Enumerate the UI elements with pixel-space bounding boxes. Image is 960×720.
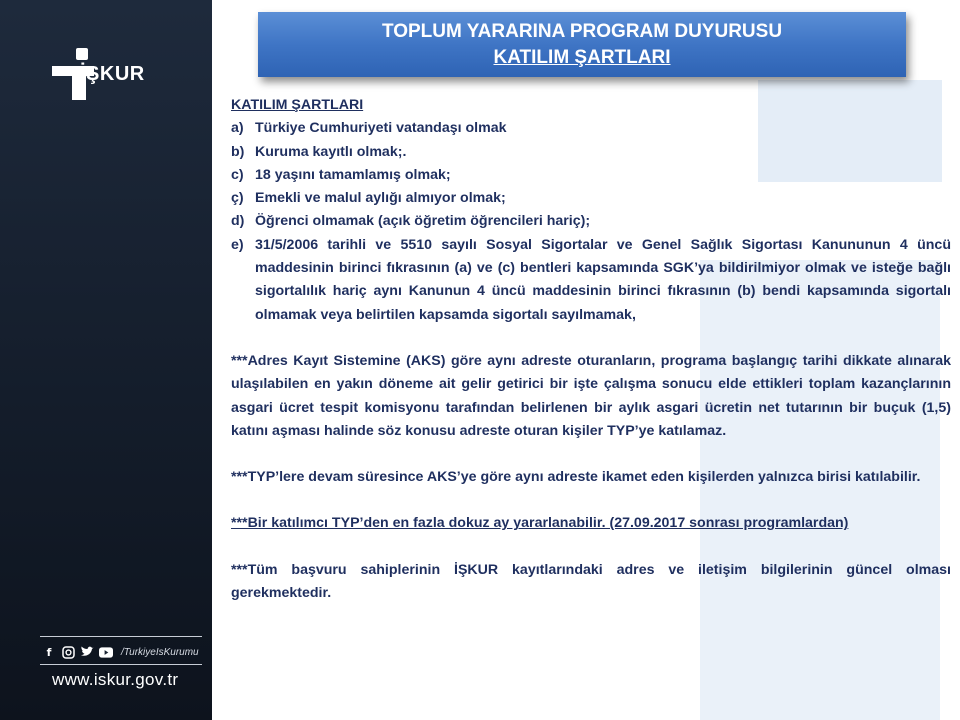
logo-text: İŞKUR [80, 63, 145, 85]
list-item [231, 164, 951, 187]
list-marker: d) [231, 213, 245, 230]
list-item-text: 31/5/2006 tarihli ve 5510 sayılı Sosyal Sigortalar ve Genel Sağlık Sigortası Kanununun 4 üncü maddesinin birinci fıkrasının (a) ve (c) bentleri kapsamında SGK’ya bildirilmiyor olmak ve isteğe bağlı sigortalılık hariç aynı Kanunun 4 üncü maddesinin birinci fıkrasının (b) bendi kapsamında sigortalı olmamak veya belirtilen kapsamda sigortalı sayılmamak, [255, 236, 951, 323]
list-item [231, 117, 951, 140]
social-handle[interactable]: /TurkiyeIsKurumu [121, 646, 199, 658]
single-participant-note: ***TYP’lere devam süresince AKS’ye göre aynı adreste ikamet eden kişilerden yalnızca birisi katılabilir. [231, 469, 921, 486]
list-marker: e) [231, 236, 244, 253]
contact-info-note: ***Tüm başvuru sahiplerinin İŞKUR kayıtlarındaki adres ve iletişim bilgilerinin güncel olması gerekmektedir. [231, 561, 951, 602]
list-marker: ç) [231, 190, 244, 207]
youtube-icon[interactable] [99, 645, 113, 659]
divider-bottom [40, 664, 202, 665]
divider-top [40, 636, 202, 637]
list-item [231, 234, 951, 327]
list-marker: b) [231, 143, 245, 160]
list-item-text: Kuruma kayıtlı olmak;. [255, 143, 407, 160]
instagram-icon[interactable] [61, 645, 75, 659]
title-banner [258, 12, 906, 77]
banner-title: TOPLUM YARARINA PROGRAM DUYURUSU [381, 21, 783, 42]
duration-limit-note: ***Bir katılımcı TYP’den en fazla dokuz ay yararlanabilir. (27.09.2017 sonrası programlardan) [231, 515, 849, 532]
list-marker: c) [231, 166, 244, 183]
list-item-text: 18 yaşını tamamlamış olmak; [255, 166, 451, 183]
list-item [231, 210, 951, 233]
requirements-heading: KATILIM ŞARTLARI [231, 97, 364, 113]
social-links [42, 645, 199, 659]
twitter-icon[interactable] [80, 645, 94, 659]
aks-income-note: ***Adres Kayıt Sistemine (AKS) göre aynı adreste oturanların, programa başlangıç tarihi dikkate alınarak ulaşılabilen en yakın döneme ait gelir getirici bir işte çalışma sonucu elde ettikleri toplam kazançlarının asgari ücret tespit komisyonu tarafından belirlenen bir aylık asgari ücretin net tutarının bir buçuk (1,5) katını aşması halinde söz konusu adreste oturan kişiler TYP’ye katılamaz. [231, 352, 951, 439]
list-marker: a) [231, 120, 244, 137]
list-item [231, 187, 951, 210]
list-item [231, 141, 951, 164]
list-item-text: Türkiye Cumhuriyeti vatandaşı olmak [255, 120, 507, 137]
list-item-text: Emekli ve malul aylığı almıyor olmak; [255, 190, 506, 207]
sidebar [0, 0, 212, 720]
facebook-icon[interactable]: f [46, 645, 52, 659]
list-item-text: Öğrenci olmamak (açık öğretim öğrencileri hariç); [255, 213, 591, 230]
banner-subtitle: KATILIM ŞARTLARI [493, 47, 671, 68]
requirements-body [231, 94, 951, 605]
website-link[interactable]: www.iskur.gov.tr [52, 670, 179, 689]
